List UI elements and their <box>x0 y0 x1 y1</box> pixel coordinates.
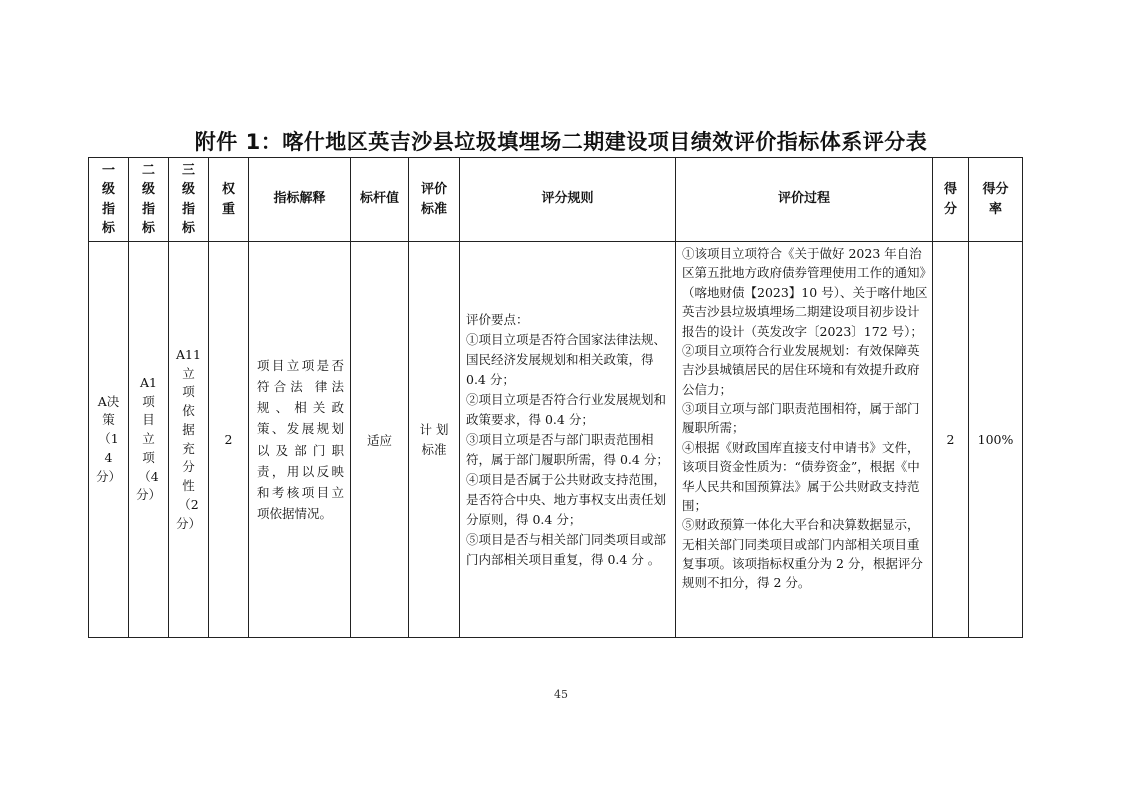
cell-level1: A决 策 （1 4 分） <box>89 242 129 638</box>
header-level3: 三 级 指 标 <box>169 158 209 242</box>
document-title: 附件 1：喀什地区英吉沙县垃圾填埋场二期建设项目绩效评价指标体系评分表 <box>194 130 928 154</box>
cell-rules <box>460 242 676 638</box>
cell-explanation: 项目立项是否符合法 律法规、相关政策、发展规划以及部门职责，用以反映和考核项目立项依据情况。 <box>249 242 351 638</box>
process-line: ⑤财政预算一体化大平台和决算数据显示，无相关部门同类项目或部门内部相关项目重复事项。该项指标权重分为 2 分，根据评分规则不扣分，得 2 分。 <box>682 517 923 591</box>
cell-weight: 2 <box>209 242 249 638</box>
rule-line: ③项目立项是否与部门职责范围相符，属于部门履职所需，得 0.4 分； <box>466 431 669 467</box>
header-process: 评价过程 <box>676 158 933 242</box>
cell-score: 2 <box>933 242 969 638</box>
header-explanation: 指标解释 <box>249 158 351 242</box>
header-level2: 二 级 指 标 <box>129 158 169 242</box>
process-line: ①该项目立项符合《关于做好 2023 年自治区第五批地方政府债券管理使用工作的通知》（喀地财债【2023】10 号）、关于喀什地区英吉沙县垃圾填埋场二期建设项目初步设计报告的设计（英发改字〔2023〕172 号）； <box>682 246 928 339</box>
process-line: ④根据《财政国库直接支付申请书》文件，该项目资金性质为：“债券资金”，根据《中华人民共和国预算法》属于公共财政支持范围； <box>682 439 920 513</box>
table-row <box>89 242 1023 638</box>
header-score: 得 分 <box>933 158 969 242</box>
rule-line: ⑤项目是否与相关部门同类项目或部门内部相关项目重复，得 0.4 分 。 <box>466 531 667 567</box>
cell-process <box>676 242 933 638</box>
process-line: ③项目立项与部门职责范围相符，属于部门履职所需； <box>682 401 920 436</box>
header-weight: 权 重 <box>209 158 249 242</box>
page-number: 45 <box>554 688 568 701</box>
rule-line: ②项目立项是否符合行业发展规划和政策要求，得 0.4 分； <box>466 391 667 427</box>
cell-level2: A1 项 目 立 项 （4 分） <box>129 242 169 638</box>
header-standard: 评价 标准 <box>409 158 460 242</box>
header-level1: 一 级 指 标 <box>89 158 129 242</box>
cell-rate: 100% <box>969 242 1023 638</box>
header-rate: 得分 率 <box>969 158 1023 242</box>
cell-level3: A11 立 项 依 据 充 分 性 （2 分） <box>169 242 209 638</box>
rule-line: ④项目是否属于公共财政支持范围，是否符合中央、地方事权支出责任划分原则，得 0.4 分； <box>466 471 667 527</box>
process-line: ②项目立项符合行业发展规划：有效保障英吉沙县城镇居民的居住环境和有效提升政府公信力； <box>682 342 920 397</box>
rule-line: 评价要点： <box>466 311 529 327</box>
rule-line: ①项目立项是否符合国家法律法规、国民经济发展规划和相关政策，得 0.4 分； <box>466 331 667 387</box>
cell-standard: 计 划 标准 <box>409 242 460 638</box>
header-benchmark: 标杆值 <box>351 158 409 242</box>
header-rules: 评分规则 <box>460 158 676 242</box>
header-row <box>89 158 1023 242</box>
evaluation-table <box>88 157 1023 638</box>
cell-benchmark: 适应 <box>351 242 409 638</box>
